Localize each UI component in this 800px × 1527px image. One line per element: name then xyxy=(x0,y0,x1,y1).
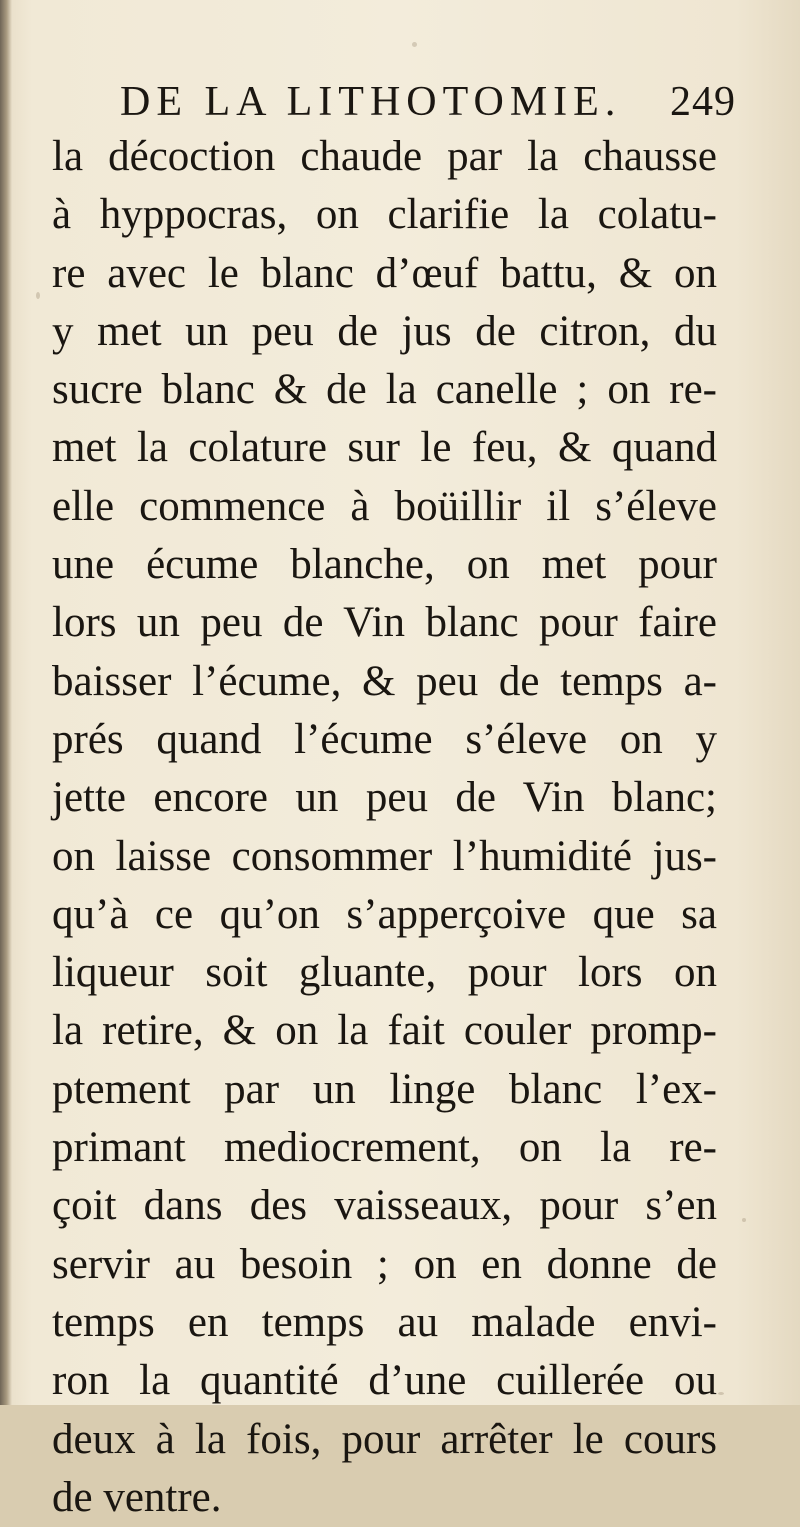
text-line: la décoction chaude par la chausse xyxy=(52,133,717,180)
text-line: baisser l’écume, & peu de temps a- xyxy=(52,657,717,705)
text-line: la retire, & on la fait couler promp- xyxy=(52,1007,717,1055)
text-line: à hyppocras, on clarifie la colatu- xyxy=(52,191,717,239)
text-line-last: de ventre. xyxy=(52,1473,222,1521)
text-line: primant mediocrement, on la re- xyxy=(52,1124,717,1172)
text-line: met la colature sur le feu, & quand xyxy=(52,424,717,472)
text-line: çoit dans des vaisseaux, pour s’en xyxy=(52,1182,717,1230)
text-line: sucre blanc & de la canelle ; on re- xyxy=(52,366,717,414)
text-line: elle commence à boüillir il s’éleve xyxy=(52,482,717,530)
text-line: lors un peu de Vin blanc pour faire xyxy=(52,599,717,647)
running-head-title: DE LA LITHOTOMIE. xyxy=(120,79,622,125)
text-line: qu’à ce qu’on s’apperçoive que sa xyxy=(52,890,717,938)
body-text xyxy=(52,128,717,1527)
page-number: 249 xyxy=(670,79,736,125)
paper-speck xyxy=(742,1218,746,1222)
text-line: jette encore un peu de Vin blanc; xyxy=(52,774,717,822)
text-line: y met un peu de jus de citron, du xyxy=(52,307,717,355)
text-line: ptement par un linge blanc l’ex- xyxy=(52,1065,717,1113)
paper-speck xyxy=(36,292,40,299)
running-head xyxy=(120,74,740,130)
text-line: temps en temps au malade envi- xyxy=(52,1298,717,1346)
text-line: une écume blanche, on met pour xyxy=(52,541,717,589)
text-line: on laisse consommer l’humidité jus- xyxy=(52,832,717,880)
text-line: re avec le blanc d’œuf battu, & on xyxy=(52,249,717,297)
text-line: servir au besoin ; on en donne de xyxy=(52,1240,717,1288)
text-line: prés quand l’écume s’éleve on y xyxy=(52,715,717,763)
page-gutter-shadow xyxy=(0,0,12,1405)
text-line: ron la quantité d’une cuillerée ou xyxy=(52,1357,717,1405)
paper-speck xyxy=(412,42,417,47)
paper-speck xyxy=(718,1392,724,1395)
text-line: liqueur soit gluante, pour lors on xyxy=(52,949,717,997)
text-line: deux à la fois, pour arrêter le cours xyxy=(52,1415,717,1463)
